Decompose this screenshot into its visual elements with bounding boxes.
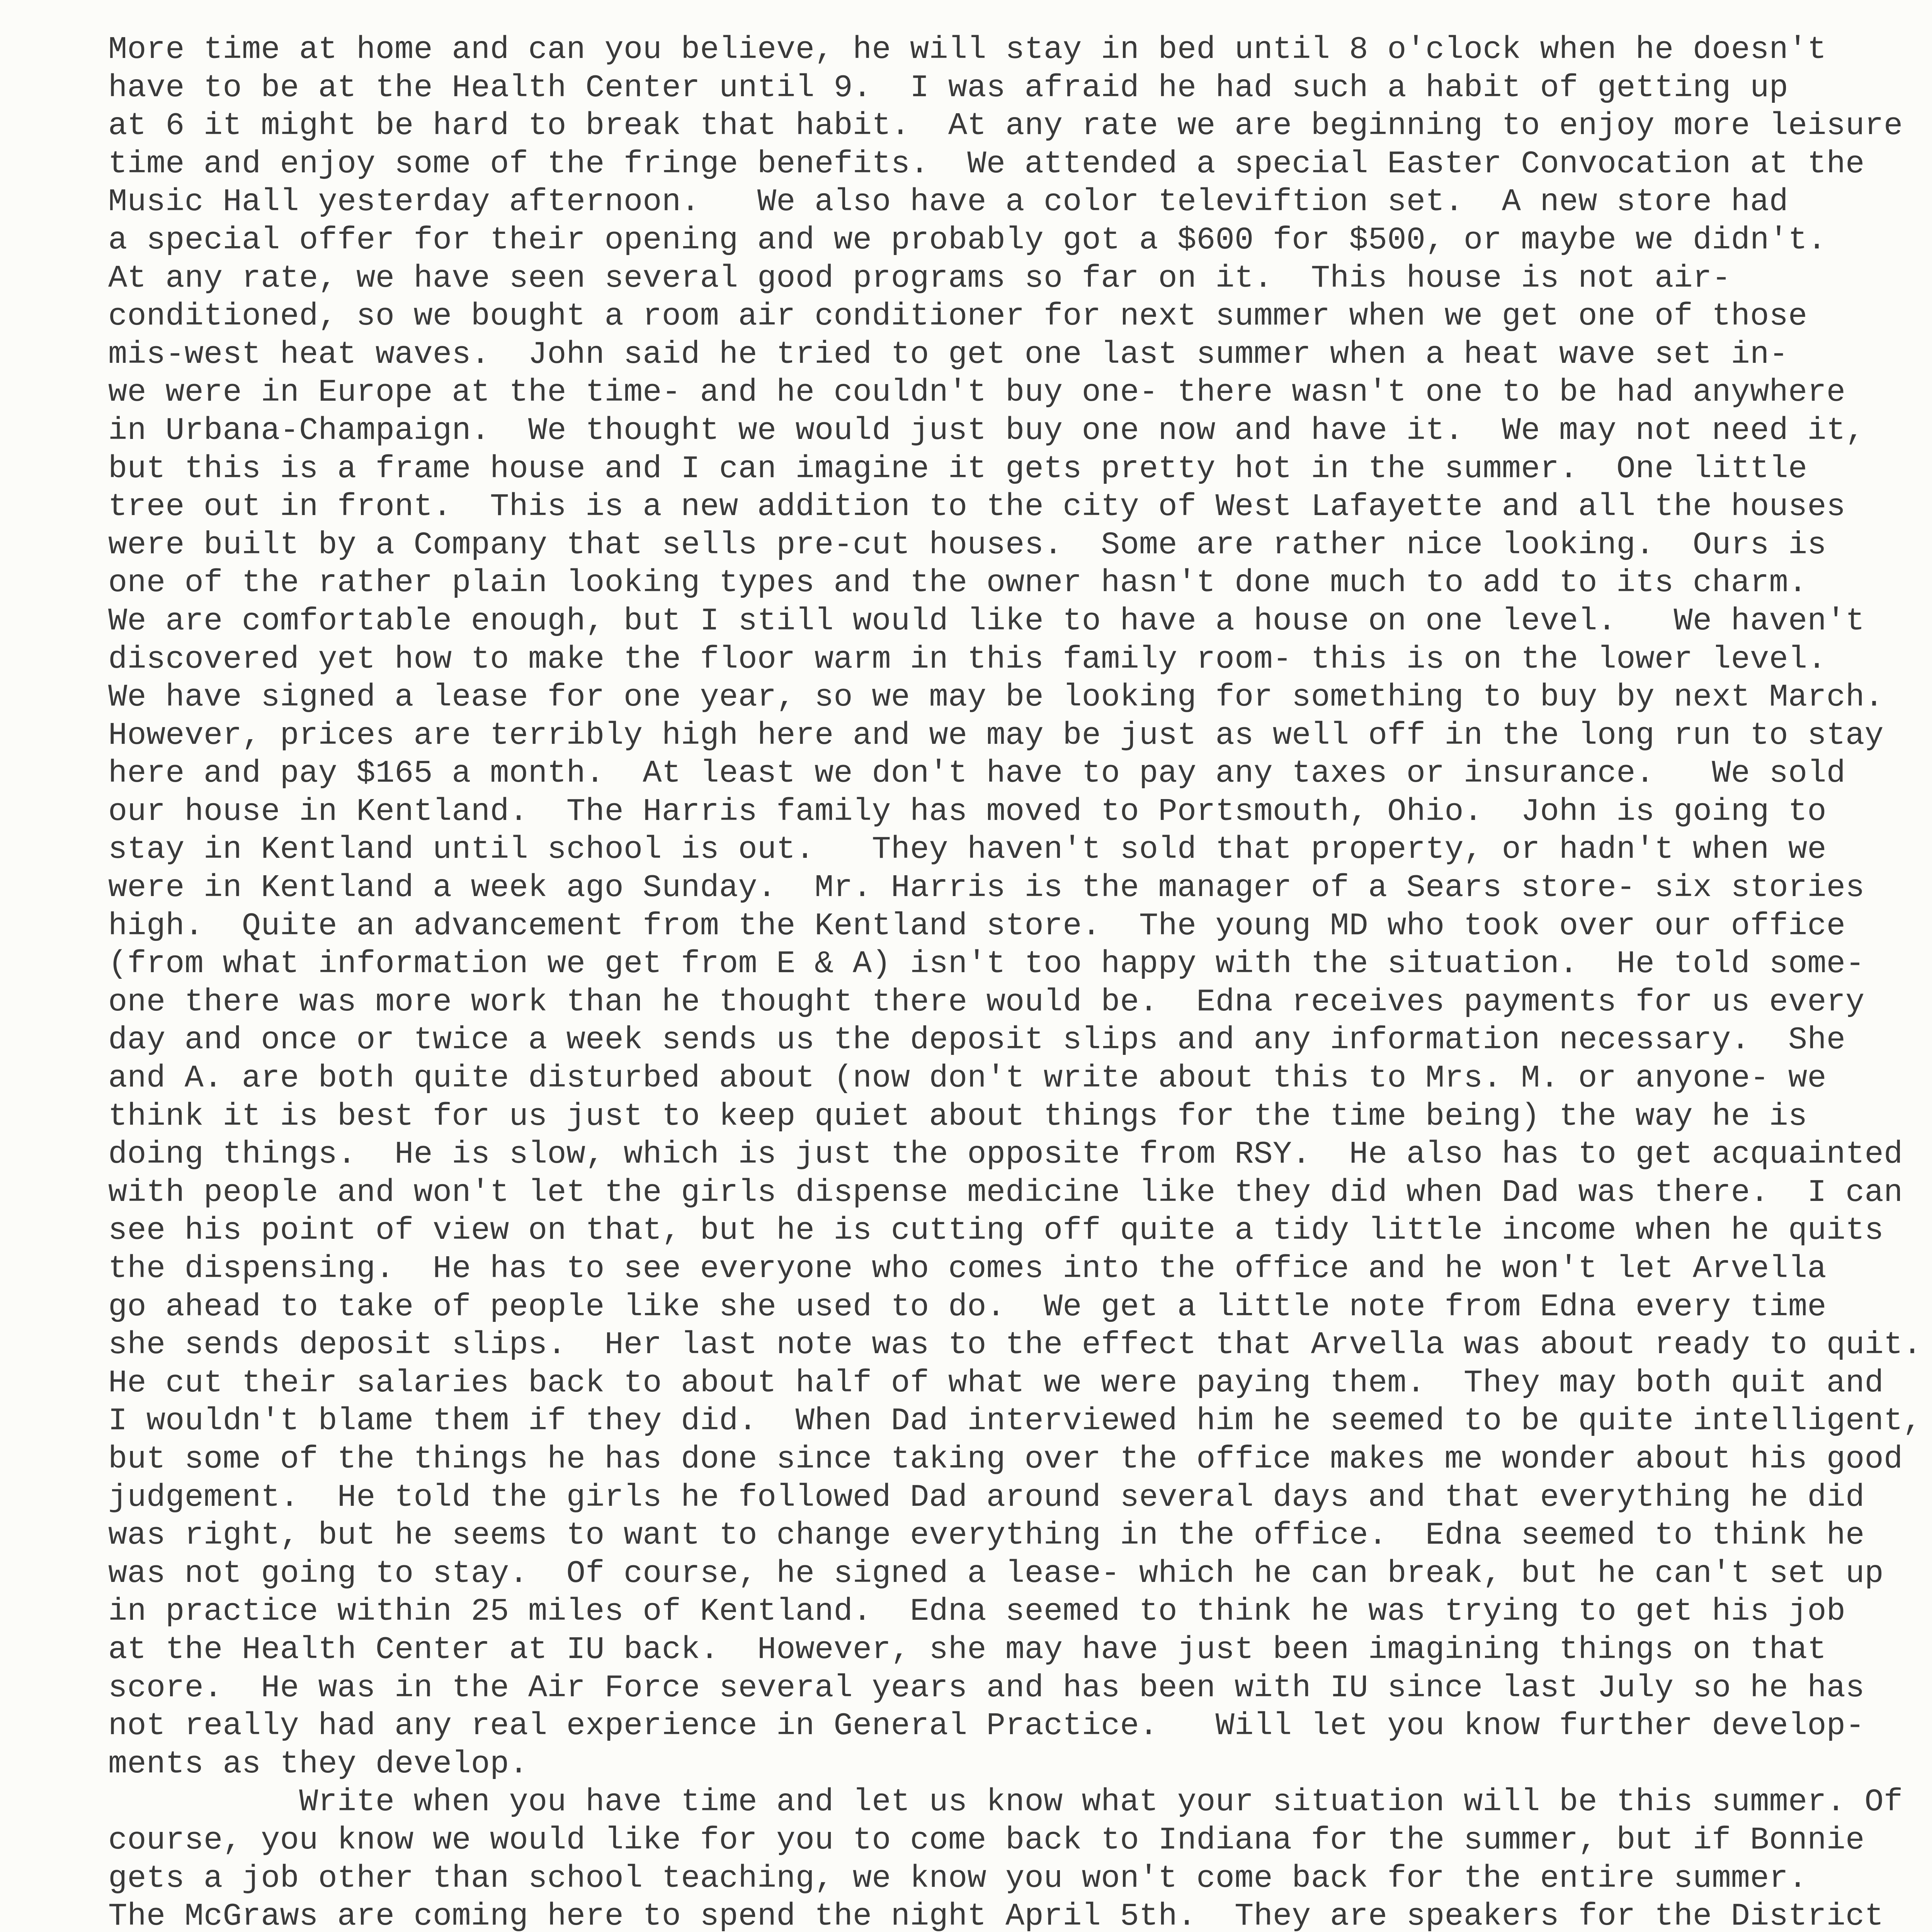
letter-line: day and once or twice a week sends us the deposit slips and any information necessary. She (108, 1022, 1846, 1058)
letter-line: conditioned, so we bought a room air conditioner for next summer when we get one of those (108, 298, 1808, 335)
letter-line: we were in Europe at the time- and he couldn't buy one- there wasn't one to be had anywhere (108, 374, 1846, 411)
letter-line: mis-west heat waves. John said he tried to get one last summer when a heat wave set in- (108, 336, 1788, 372)
letter-line: At any rate, we have seen several good programs so far on it. This house is not air- (108, 260, 1731, 296)
letter-line: were in Kentland a week ago Sunday. Mr. Harris is the manager of a Sears store- six stories (108, 870, 1865, 906)
letter-line: in practice within 25 miles of Kentland. Edna seemed to think he was trying to get his job (108, 1594, 1846, 1630)
letter-line: think it is best for us just to keep quiet about things for the time being) the way he is (108, 1098, 1808, 1134)
letter-line: at 6 it might be hard to break that habit. At any rate we are beginning to enjoy more leisure (108, 108, 1903, 144)
letter-line: score. He was in the Air Force several years and has been with IU since last July so he has (108, 1670, 1865, 1706)
letter-line: one there was more work than he thought there would be. Edna receives payments for us every (108, 984, 1865, 1020)
letter-line: More time at home and can you believe, he will stay in bed until 8 o'clock when he doesn't (108, 32, 1827, 68)
letter-line: at the Health Center at IU back. However, she may have just been imagining things on that (108, 1631, 1827, 1668)
letter-line: in Urbana-Champaign. We thought we would just buy one now and have it. We may not need it, (108, 412, 1865, 449)
letter-line: course, you know we would like for you to come back to Indiana for the summer, but if Bonnie (108, 1822, 1865, 1858)
letter-line: were built by a Company that sells pre-cut houses. Some are rather nice looking. Ours is (108, 527, 1827, 563)
letter-line: Music Hall yesterday afternoon. We also have a color televiftion set. A new store had (108, 184, 1788, 220)
letter-line: However, prices are terribly high here and we may be just as well off in the long run to stay (108, 717, 1884, 753)
letter-line: Write when you have time and let us know what your situation will be this summer. Of (108, 1784, 1903, 1820)
letter-line: gets a job other than school teaching, we know you won't come back for the entire summer. (108, 1860, 1808, 1896)
letter-line: (from what information we get from E & A) isn't too happy with the situation. He told some- (108, 946, 1865, 982)
letter-line: was right, but he seems to want to change everything in the office. Edna seemed to think he (108, 1517, 1865, 1554)
letter-line: judgement. He told the girls he followed Dad around several days and that everything he did (108, 1479, 1865, 1515)
letter-line: but some of the things he has done since taking over the office makes me wonder about his good (108, 1441, 1903, 1477)
letter-line: doing things. He is slow, which is just the opposite from RSY. He also has to get acquainted (108, 1136, 1903, 1173)
letter-line: our house in Kentland. The Harris family has moved to Portsmouth, Ohio. John is going to (108, 793, 1827, 830)
letter-line: ments as they develop. (108, 1746, 528, 1782)
letter-line: she sends deposit slips. Her last note was to the effect that Arvella was about ready to quit. (108, 1327, 1922, 1363)
letter-line: and A. are both quite disturbed about (now don't write about this to Mrs. M. or anyone- we (108, 1060, 1827, 1097)
letter-line: go ahead to take of people like she used to do. We get a little note from Edna every time (108, 1289, 1827, 1325)
letter-line: The McGraws are coming here to spend the night April 5th. They are speakers for the District (108, 1898, 1884, 1932)
letter-line: I wouldn't blame them if they did. When Dad interviewed him he seemed to be quite intelligent, (108, 1403, 1922, 1439)
letter-line: He cut their salaries back to about half of what we were paying them. They may both quit and (108, 1365, 1884, 1401)
letter-body (108, 31, 1932, 1932)
letter-line: We have signed a lease for one year, so we may be looking for something to buy by next March. (108, 679, 1884, 716)
letter-line: was not going to stay. Of course, he signed a lease- which he can break, but he can't set up (108, 1555, 1884, 1592)
letter-line: time and enjoy some of the fringe benefits. We attended a special Easter Convocation at the (108, 146, 1865, 182)
letter-line: here and pay $165 a month. At least we don't have to pay any taxes or insurance. We sold (108, 755, 1846, 792)
letter-line: a special offer for their opening and we probably got a $600 for $500, or maybe we didn't. (108, 222, 1827, 258)
letter-line: We are comfortable enough, but I still would like to have a house on one level. We haven't (108, 603, 1865, 639)
letter-line: have to be at the Health Center until 9. I was afraid he had such a habit of getting up (108, 70, 1788, 106)
letter-line: the dispensing. He has to see everyone who comes into the office and he won't let Arvella (108, 1251, 1827, 1287)
letter-line: discovered yet how to make the floor warm in this family room- this is on the lower level. (108, 641, 1827, 677)
letter-line: but this is a frame house and I can imagine it gets pretty hot in the summer. One little (108, 451, 1808, 487)
letter-line: not really had any real experience in General Practice. Will let you know further develop- (108, 1708, 1865, 1744)
letter-line: one of the rather plain looking types and the owner hasn't done much to add to its charm. (108, 565, 1808, 601)
letter-line: high. Quite an advancement from the Kentland store. The young MD who took over our office (108, 908, 1846, 944)
letter-line: stay in Kentland until school is out. They haven't sold that property, or hadn't when we (108, 832, 1827, 868)
letter-line: with people and won't let the girls dispense medicine like they did when Dad was there. I can (108, 1174, 1903, 1211)
letter-line: see his point of view on that, but he is cutting off quite a tidy little income when he quits (108, 1213, 1884, 1249)
letter-line: tree out in front. This is a new addition to the city of West Lafayette and all the houses (108, 489, 1846, 525)
